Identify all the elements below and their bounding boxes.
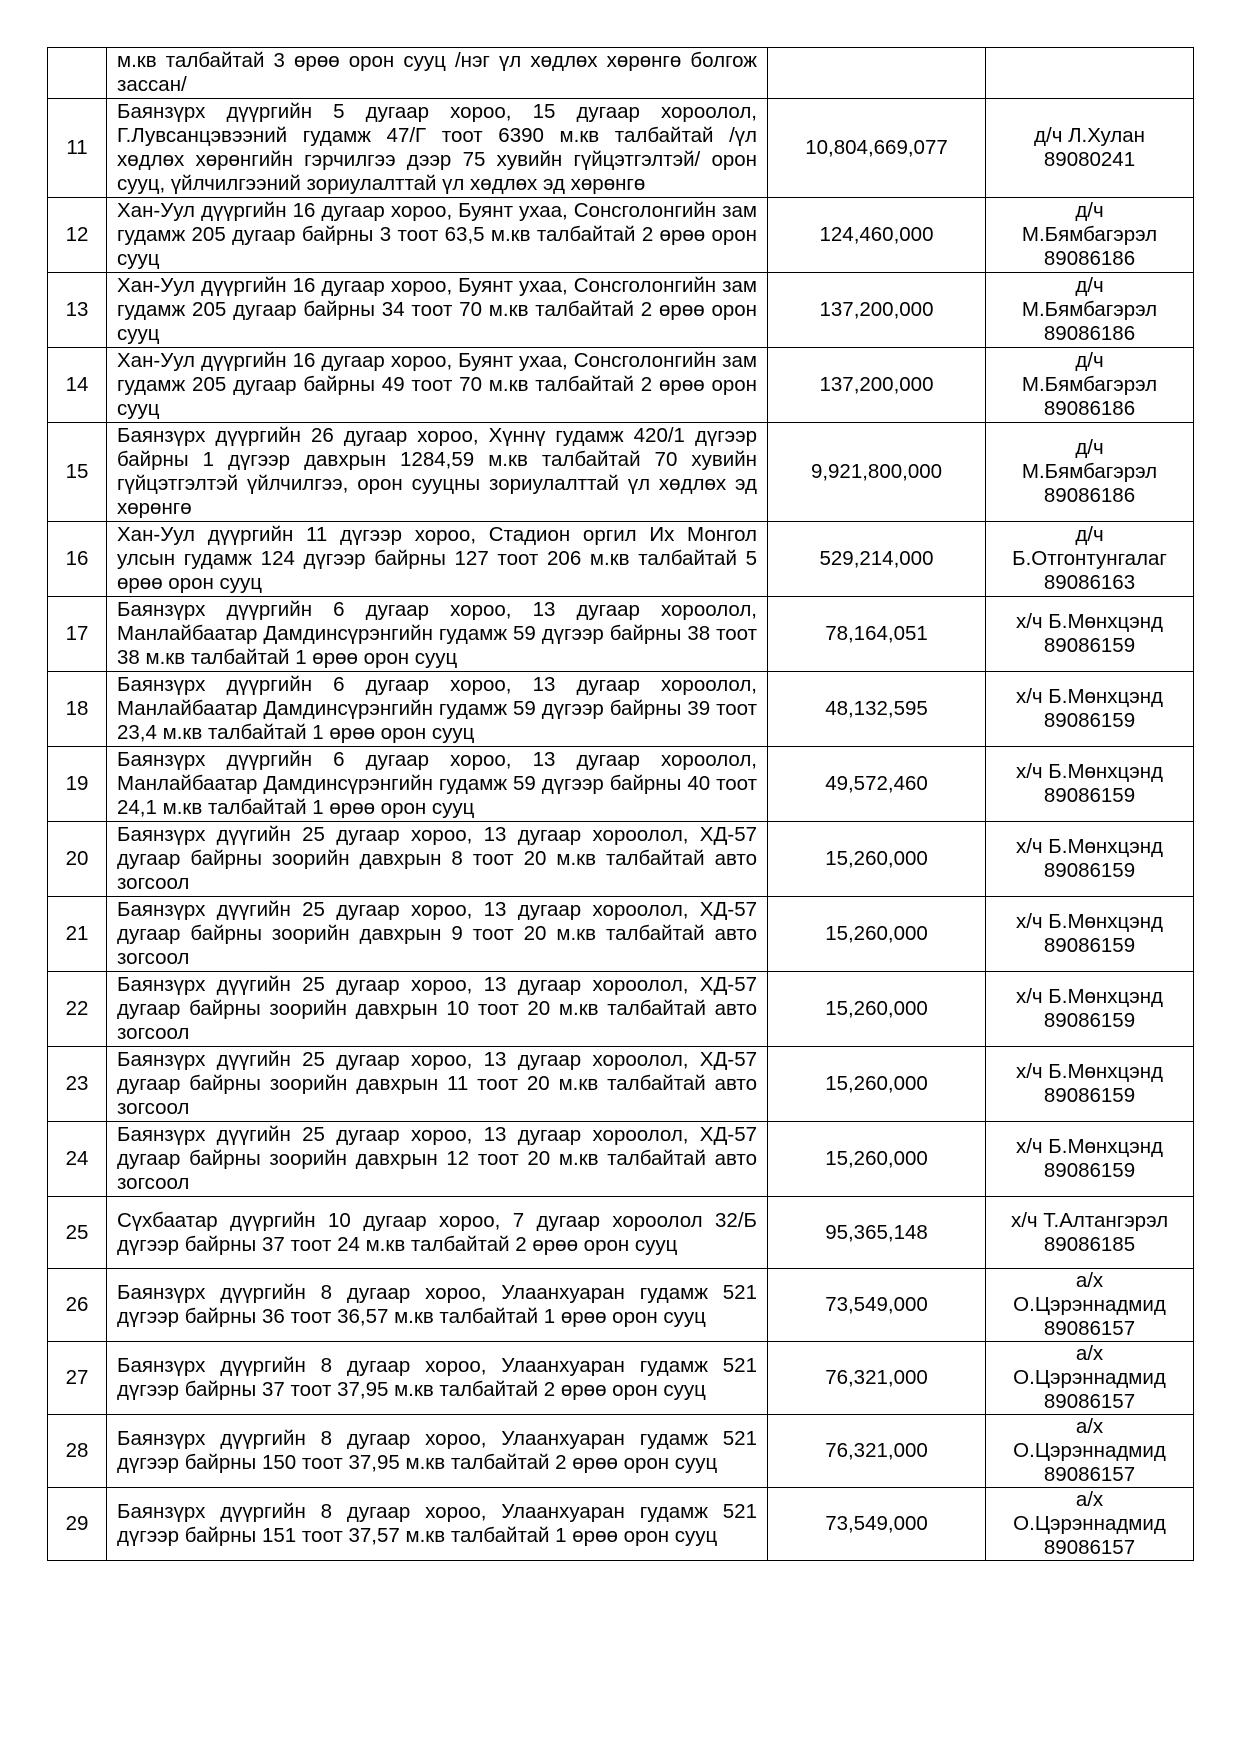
property-description: Хан-Уул дүүргийн 11 дүгээр хороо, Стадион оргил Их Монгол улсын гудамж 124 дүгээр байрны 127 тоот 206 м.кв талбайтай 5 өрөө орон сууц <box>107 522 768 597</box>
table-row <box>48 348 1194 423</box>
contact-line: О.Цэрэннадмид <box>1013 1366 1166 1389</box>
contact-line: х/ч Б.Мөнхцэнд <box>1015 910 1163 933</box>
contact-line: 89086159 <box>1043 784 1136 807</box>
table-row <box>48 522 1194 597</box>
contact-line: а/х <box>1075 1488 1104 1511</box>
row-number: 26 <box>48 1269 107 1342</box>
contact-line: 89086186 <box>1043 484 1136 507</box>
contact-line: 89086159 <box>1043 859 1136 882</box>
contact-cell <box>986 1342 1194 1415</box>
row-number: 28 <box>48 1415 107 1488</box>
property-description: Баянзүрх дүүгийн 25 дугаар хороо, 13 дугаар хороолол, ХД-57 дугаар байрны зоорийн давхрын 12 тоот 20 м.кв талбайтай авто зогсоол <box>107 1122 768 1197</box>
contact-line: О.Цэрэннадмид <box>1013 1439 1166 1462</box>
table-row <box>48 1197 1194 1269</box>
starting-price: 76,321,000 <box>768 1415 986 1488</box>
contact-line: д/ч <box>1075 436 1104 459</box>
contact-cell <box>986 273 1194 348</box>
contact-line: 89086159 <box>1043 934 1136 957</box>
contact-cell <box>986 198 1194 273</box>
contact-cell <box>986 99 1194 198</box>
contact-line: д/ч <box>1075 274 1104 297</box>
contact-cell <box>986 972 1194 1047</box>
contact-cell <box>986 48 1194 99</box>
row-number: 20 <box>48 822 107 897</box>
contact-line: О.Цэрэннадмид <box>1013 1512 1166 1535</box>
property-description: Баянзүрх дүүргийн 8 дугаар хороо, Улаанхуаран гудамж 521 дүгээр байрны 150 тоот 37,95 м.кв талбайтай 2 өрөө орон сууц <box>107 1415 768 1488</box>
contact-line: 89086159 <box>1043 1084 1136 1107</box>
contact-cell <box>986 1122 1194 1197</box>
contact-line: 89086159 <box>1043 1159 1136 1182</box>
contact-line: М.Бямбагэрэл <box>1021 373 1158 396</box>
contact-line: О.Цэрэннадмид <box>1013 1293 1166 1316</box>
starting-price: 137,200,000 <box>768 273 986 348</box>
contact-cell <box>986 597 1194 672</box>
contact-line: М.Бямбагэрэл <box>1021 298 1158 321</box>
contact-line: 89086157 <box>1043 1317 1136 1340</box>
contact-cell <box>986 1047 1194 1122</box>
row-number: 12 <box>48 198 107 273</box>
starting-price: 15,260,000 <box>768 822 986 897</box>
row-number: 15 <box>48 423 107 522</box>
starting-price: 15,260,000 <box>768 1122 986 1197</box>
contact-line: 89086159 <box>1043 709 1136 732</box>
row-number: 24 <box>48 1122 107 1197</box>
row-number: 21 <box>48 897 107 972</box>
table-row <box>48 597 1194 672</box>
property-description: Баянзүрх дүүгийн 25 дугаар хороо, 13 дугаар хороолол, ХД-57 дугаар байрны зоорийн давхрын 11 тоот 20 м.кв талбайтай авто зогсоол <box>107 1047 768 1122</box>
table-row <box>48 972 1194 1047</box>
row-number: 22 <box>48 972 107 1047</box>
table-row <box>48 1488 1194 1561</box>
contact-line: 89086186 <box>1043 247 1136 270</box>
contact-line: 89086163 <box>1043 571 1136 594</box>
contact-line: х/ч Б.Мөнхцэнд <box>1015 610 1163 633</box>
row-number: 25 <box>48 1197 107 1269</box>
row-number: 29 <box>48 1488 107 1561</box>
row-number: 18 <box>48 672 107 747</box>
contact-cell <box>986 348 1194 423</box>
starting-price: 15,260,000 <box>768 897 986 972</box>
contact-line: а/х <box>1075 1342 1104 1365</box>
contact-line: д/ч <box>1075 523 1104 546</box>
property-description: Баянзүрх дүүгийн 25 дугаар хороо, 13 дугаар хороолол, ХД-57 дугаар байрны зоорийн давхрын 8 тоот 20 м.кв талбайтай авто зогсоол <box>107 822 768 897</box>
property-description: Баянзүрх дүүргийн 6 дугаар хороо, 13 дугаар хороолол, Манлайбаатар Дамдинсүрэнгийн гудамж 59 дүгээр байрны 38 тоот 38 м.кв талбайтай 1 өрөө орон сууц <box>107 597 768 672</box>
contact-line: х/ч Б.Мөнхцэнд <box>1015 985 1163 1008</box>
contact-line: 89086159 <box>1043 634 1136 657</box>
contact-line: а/х <box>1075 1269 1104 1292</box>
property-description: м.кв талбайтай 3 өрөө орон сууц /нэг үл хөдлөх хөрөнгө болгож зассан/ <box>107 48 768 99</box>
contact-line: х/ч Б.Мөнхцэнд <box>1015 835 1163 858</box>
row-number: 19 <box>48 747 107 822</box>
contact-cell <box>986 822 1194 897</box>
row-number: 16 <box>48 522 107 597</box>
table-row <box>48 747 1194 822</box>
table-row <box>48 1342 1194 1415</box>
property-description: Хан-Уул дүүргийн 16 дугаар хороо, Буянт ухаа, Сонсголонгийн зам гудамж 205 дугаар байрны 3 тоот 63,5 м.кв талбайтай 2 өрөө орон сууц <box>107 198 768 273</box>
row-number: 11 <box>48 99 107 198</box>
contact-line: д/ч <box>1075 199 1104 222</box>
property-description: Хан-Уул дүүргийн 16 дугаар хороо, Буянт ухаа, Сонсголонгийн зам гудамж 205 дугаар байрны 34 тоот 70 м.кв талбайтай 2 өрөө орон сууц <box>107 273 768 348</box>
table-row <box>48 198 1194 273</box>
property-description: Баянзүрх дүүргийн 8 дугаар хороо, Улаанхуаран гудамж 521 дүгээр байрны 151 тоот 37,57 м.кв талбайтай 1 өрөө орон сууц <box>107 1488 768 1561</box>
row-number: 14 <box>48 348 107 423</box>
contact-line: 89086159 <box>1043 1009 1136 1032</box>
starting-price: 529,214,000 <box>768 522 986 597</box>
starting-price: 15,260,000 <box>768 972 986 1047</box>
table-body <box>48 48 1194 1561</box>
contact-line: 89086157 <box>1043 1536 1136 1559</box>
property-description: Баянзүрх дүүргийн 6 дугаар хороо, 13 дугаар хороолол, Манлайбаатар Дамдинсүрэнгийн гудамж 59 дүгээр байрны 40 тоот 24,1 м.кв талбайтай 1 өрөө орон сууц <box>107 747 768 822</box>
starting-price: 10,804,669,077 <box>768 99 986 198</box>
contact-cell <box>986 897 1194 972</box>
row-number: 23 <box>48 1047 107 1122</box>
contact-line: 89086185 <box>1043 1232 1136 1256</box>
contact-cell <box>986 1269 1194 1342</box>
contact-line: 89086157 <box>1043 1390 1136 1413</box>
property-description: Хан-Уул дүүргийн 16 дугаар хороо, Буянт ухаа, Сонсголонгийн зам гудамж 205 дугаар байрны 49 тоот 70 м.кв талбайтай 2 өрөө орон сууц <box>107 348 768 423</box>
property-description: Сүхбаатар дүүргийн 10 дугаар хороо, 7 дугаар хороолол 32/Б дүгээр байрны 37 тоот 24 м.кв талбайтай 2 өрөө орон сууц <box>107 1197 768 1269</box>
starting-price: 9,921,800,000 <box>768 423 986 522</box>
contact-line: х/ч Б.Мөнхцэнд <box>1015 1060 1163 1083</box>
table-row <box>48 48 1194 99</box>
table-row <box>48 1269 1194 1342</box>
contact-line: х/ч Б.Мөнхцэнд <box>1015 760 1163 783</box>
contact-cell <box>986 1488 1194 1561</box>
row-number: 27 <box>48 1342 107 1415</box>
starting-price: 137,200,000 <box>768 348 986 423</box>
property-description: Баянзүрх дүүргийн 8 дугаар хороо, Улаанхуаран гудамж 521 дүгээр байрны 36 тоот 36,57 м.кв талбайтай 1 өрөө орон сууц <box>107 1269 768 1342</box>
row-number: 13 <box>48 273 107 348</box>
property-description: Баянзүрх дүүргийн 5 дугаар хороо, 15 дугаар хороолол, Г.Лувсанцэвээний гудамж 47/Г тоот 6390 м.кв талбайтай /үл хөдлөх хөрөнгийн гэрчилгээ дээр 75 хувийн гүйцэтгэлтэй/ орон сууц, үйлчилгээний зориулалттай үл хөдлөх эд хөрөнгө <box>107 99 768 198</box>
table-row <box>48 672 1194 747</box>
contact-line: д/ч <box>1075 349 1104 372</box>
contact-line: а/х <box>1075 1415 1104 1438</box>
contact-line: М.Бямбагэрэл <box>1021 460 1158 483</box>
contact-cell <box>986 522 1194 597</box>
contact-cell <box>986 1415 1194 1488</box>
contact-line: х/ч Б.Мөнхцэнд <box>1015 1135 1163 1158</box>
contact-cell <box>986 1197 1194 1269</box>
property-listing-table <box>47 47 1194 1561</box>
contact-line: х/ч Т.Алтангэрэл <box>1010 1208 1169 1232</box>
table-row <box>48 99 1194 198</box>
contact-line: 89086186 <box>1043 397 1136 420</box>
property-description: Баянзүрх дүүргийн 26 дугаар хороо, Хүннү гудамж 420/1 дүгээр байрны 1 дүгээр давхрын 1284,59 м.кв талбайтай 70 хувийн гүйцэтгэлтэй үйлчилгээ, орон сууцны зориулалттай үл хөдлөх эд хөрөнгө <box>107 423 768 522</box>
table-row <box>48 897 1194 972</box>
contact-line: М.Бямбагэрэл <box>1021 223 1158 246</box>
contact-line: х/ч Б.Мөнхцэнд <box>1015 685 1163 708</box>
table-row <box>48 1122 1194 1197</box>
row-number: 17 <box>48 597 107 672</box>
starting-price: 73,549,000 <box>768 1269 986 1342</box>
starting-price: 78,164,051 <box>768 597 986 672</box>
table-row <box>48 1415 1194 1488</box>
table-row <box>48 822 1194 897</box>
starting-price: 76,321,000 <box>768 1342 986 1415</box>
table-row <box>48 273 1194 348</box>
contact-cell <box>986 672 1194 747</box>
starting-price: 49,572,460 <box>768 747 986 822</box>
contact-cell <box>986 747 1194 822</box>
starting-price <box>768 48 986 99</box>
property-description: Баянзүрх дүүргийн 6 дугаар хороо, 13 дугаар хороолол, Манлайбаатар Дамдинсүрэнгийн гудамж 59 дүгээр байрны 39 тоот 23,4 м.кв талбайтай 1 өрөө орон сууц <box>107 672 768 747</box>
document-page <box>47 47 1194 1561</box>
starting-price: 95,365,148 <box>768 1197 986 1269</box>
contact-line: 89086157 <box>1043 1463 1136 1486</box>
contact-line: д/ч Л.Хулан <box>1034 124 1145 147</box>
contact-line: 89080241 <box>1043 148 1136 171</box>
table-row <box>48 1047 1194 1122</box>
starting-price: 124,460,000 <box>768 198 986 273</box>
contact-line: Б.Отгонтунгалаг <box>1012 547 1167 570</box>
table-row <box>48 423 1194 522</box>
contact-cell <box>986 423 1194 522</box>
contact-line: 89086186 <box>1043 322 1136 345</box>
starting-price: 48,132,595 <box>768 672 986 747</box>
property-description: Баянзүрх дүүргийн 8 дугаар хороо, Улаанхуаран гудамж 521 дүгээр байрны 37 тоот 37,95 м.кв талбайтай 2 өрөө орон сууц <box>107 1342 768 1415</box>
row-number <box>48 48 107 99</box>
property-description: Баянзүрх дүүгийн 25 дугаар хороо, 13 дугаар хороолол, ХД-57 дугаар байрны зоорийн давхрын 10 тоот 20 м.кв талбайтай авто зогсоол <box>107 972 768 1047</box>
property-description: Баянзүрх дүүгийн 25 дугаар хороо, 13 дугаар хороолол, ХД-57 дугаар байрны зоорийн давхрын 9 тоот 20 м.кв талбайтай авто зогсоол <box>107 897 768 972</box>
starting-price: 73,549,000 <box>768 1488 986 1561</box>
starting-price: 15,260,000 <box>768 1047 986 1122</box>
